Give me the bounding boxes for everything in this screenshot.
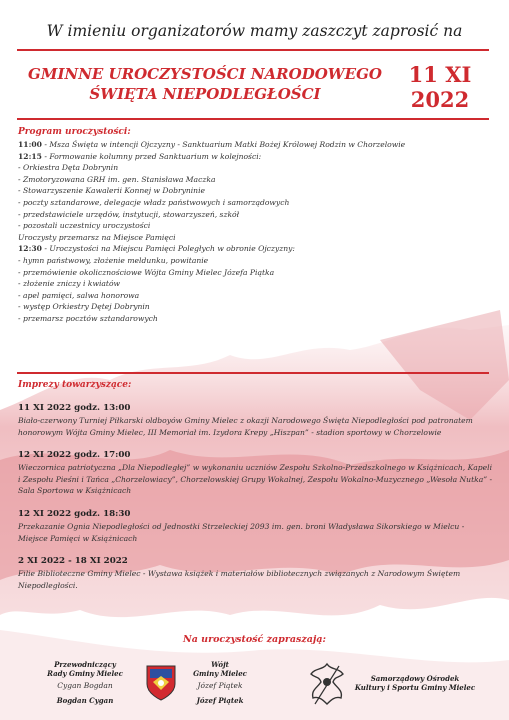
event-description: Wieczornica patriotyczna „Dla Niepodległej” w wykonaniu uczniów Zespołu Szkolno-Przedszkolnego w Książnicach, Kapeli i Zespołu Pieśni i Tańca „Chorzelowiacy”, Chorzelowskiej Grupy Wokalnej, Zespołu Wokalno-Muzycznego „Wesoła Nutka” - Sala Sportowa w Książnicach [18, 463, 493, 496]
sig2-handwritten: Józef Piątek [197, 681, 243, 690]
event-item [18, 555, 496, 591]
event-date-time: 12 XI 2022 godz. 17:00 [18, 450, 131, 461]
coat-of-arms-icon [145, 664, 177, 702]
program-text: - Orkiestra Dęta Dobrynin [18, 163, 119, 173]
sig2-name: Józef Piątek [196, 695, 244, 705]
program-time: 12:15 [18, 151, 42, 161]
date-year: 2022 [410, 87, 470, 112]
date-day: 11 XI [408, 62, 472, 87]
program-text: - występ Orkiestry Dętej Dobrynin [18, 302, 150, 312]
sig1-name: Bogdan Cygan [56, 695, 114, 705]
invite-line: Na uroczystość zapraszają: [183, 634, 326, 645]
program-text: - Uroczystości na Miejscu Pamięci Poległych w obronie Ojczyzny: [41, 244, 295, 254]
event-date [395, 62, 485, 112]
sig1-role-1: Przewodniczący [54, 660, 116, 669]
program-time: 12:30 [18, 244, 42, 254]
program-line [18, 313, 493, 325]
event-item [18, 449, 496, 497]
program-line [18, 174, 493, 186]
program-text: Uroczysty przemarsz na Miejsce Pamięci [18, 232, 176, 242]
program-text: - hymn państwowy, złożenie meldunku, powitanie [18, 255, 209, 265]
event-date-time: 2 XI 2022 - 18 XI 2022 [18, 556, 128, 567]
signature-block-council [40, 661, 130, 705]
program-line [18, 232, 493, 244]
program-text: - przedstawiciele urzędów, instytucji, stowarzyszeń, szkół [18, 209, 240, 219]
program-line [18, 139, 493, 151]
org-block [350, 675, 480, 692]
program-list [18, 139, 493, 325]
signature-block-mayor [180, 661, 260, 705]
event-item [18, 508, 496, 544]
program-line [18, 185, 493, 197]
event-date-time: 11 XI 2022 godz. 13:00 [18, 403, 131, 413]
program-line [18, 290, 493, 302]
program-text: - pozostali uczestnicy uroczystości [18, 221, 151, 231]
events-heading: Imprezy towarzyszące: [18, 380, 132, 390]
program-line [18, 209, 493, 221]
program-text: - Stowarzyszenie Kawalerii Konnej w Dobryninie [18, 186, 205, 196]
program-line [18, 220, 493, 232]
program-line [18, 151, 493, 163]
events-list [18, 402, 496, 602]
program-text: - przemówienie okolicznościowe Wójta Gminy Mielec Józefa Piątka [18, 267, 275, 277]
program-line [18, 278, 493, 290]
sig2-role-2: Gminy Mielec [193, 668, 247, 678]
program-line [18, 301, 493, 313]
sig1-role-2: Rady Gminy Mielec [47, 668, 123, 678]
event-date-time: 12 XI 2022 godz. 18:30 [18, 508, 131, 519]
program-text: - apel pamięci, salwa honorowa [18, 290, 140, 300]
divider-line [17, 118, 489, 120]
event-description: Biało-czerwony Turniej Piłkarski oldboyów Gminy Mielec z okazji Narodowego Święta Niepodległości pod patronatem honorowym Wójta Gminy Mielec, III Memoriał im. Izydora Krepy „Hiszpan” - stadion sportowy w Chorzelowie [18, 416, 473, 437]
program-line [18, 255, 493, 267]
program-line [18, 162, 493, 174]
event-description: Filie Biblioteczne Gminy Mielec - Wystawa książek i materiałów bibliotecznych związanych z Narodowym Świętem Niepodległości. [18, 569, 461, 590]
program-line [18, 267, 493, 279]
event-description: Przekazanie Ognia Niepodległości od Jednostki Strzeleckiej 2093 im. gen. broni Władysława Sikorskiego w Mielcu - Miejsce Pamięci w Książnicach [18, 521, 465, 543]
program-text: - Zmotoryzowana GRH im. gen. Stanisława Maczka [18, 174, 216, 184]
divider-line [17, 372, 489, 374]
program-text: - Formowanie kolumny przed Sanktuarium w kolejności: [41, 151, 262, 161]
program-text: - przemarsz pocztów sztandarowych [18, 313, 158, 323]
org-line-2: Kultury i Sportu Gminy Mielec [354, 682, 476, 692]
program-line [18, 243, 493, 255]
sig2-role-1: Wójt [211, 660, 229, 669]
culture-center-logo-icon [305, 660, 349, 708]
sig1-handwritten: Cygan Bogdan [57, 681, 113, 690]
program-text: - Msza Święta w intencji Ojczyzny - Sanktuarium Matki Bożej Królowej Rodzin w Chorzelowie [41, 140, 406, 149]
event-item [18, 402, 496, 438]
title-line-1: GMINNE UROCZYSTOŚCI NARODOWEGO [28, 65, 382, 83]
org-line-1: Samorządowy Ośrodek [370, 674, 460, 683]
program-text: - złożenie zniczy i kwiatów [18, 279, 121, 289]
program-text: - poczty sztandarowe, delegacje władz państwowych i samorządowych [18, 197, 290, 207]
divider-line [17, 49, 489, 51]
event-title [20, 64, 390, 104]
program-time: 11:00 [18, 140, 42, 149]
intro-line: W imieniu organizatorów mamy zaszczyt zaprosić na [46, 22, 463, 40]
program-heading: Program uroczystości: [18, 127, 131, 137]
title-line-2: ŚWIĘTA NIEPODLEGŁOŚCI [89, 85, 321, 103]
program-line [18, 197, 493, 209]
